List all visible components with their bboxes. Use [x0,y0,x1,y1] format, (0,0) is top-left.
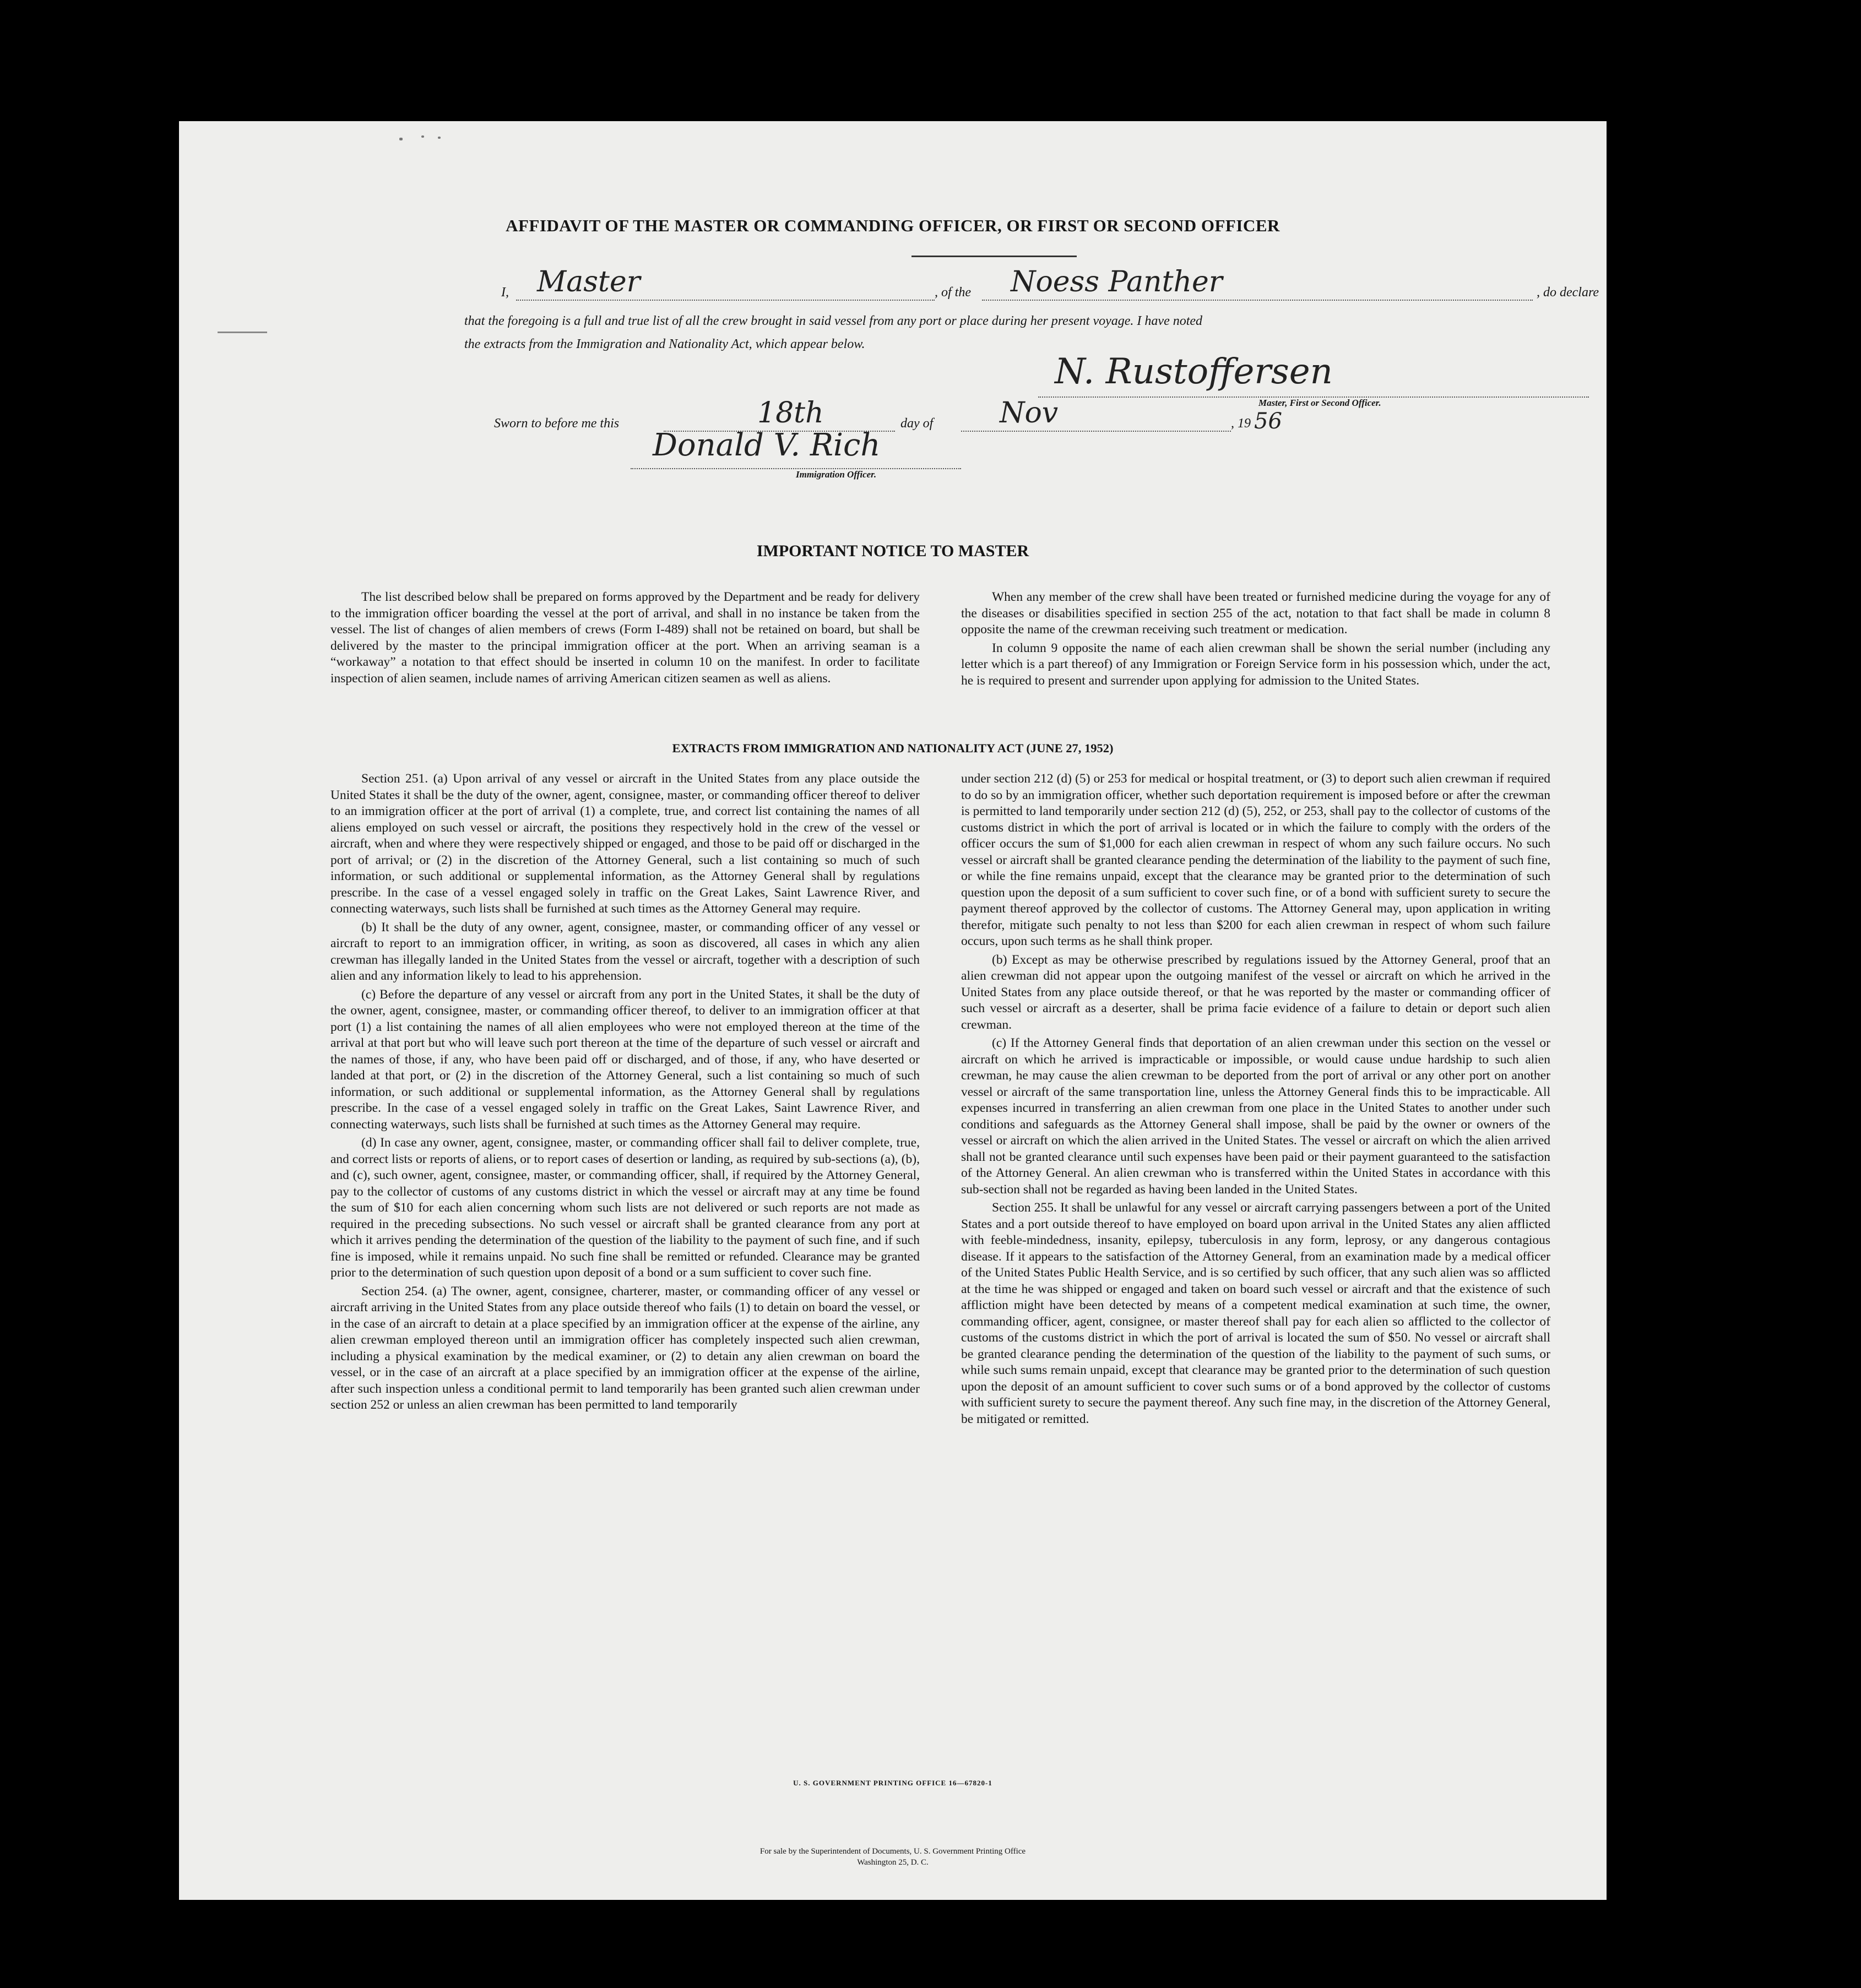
sworn-label: Sworn to before me this [494,416,620,431]
sworn-day-handwritten: 18th [757,396,824,430]
sale-notice-line-2: Washington 25, D. C. [857,1858,929,1867]
officer-signature-caption: Immigration Officer. [796,469,877,480]
extract-section-254a-continued: under section 212 (d) (5) or 253 for medical or hospital treatment, or (3) to deport such alien crewman if required to do so by an immigration officer, whether such deportation requirement is imposed before or after the crewman is permitted to land temporarily under section 212 (d) (5), 252, or 253, shall pay to the collector of customs of the customs district in which the port of arrival is located or in which the failure to comply with the orders of the officer occurs the sum of $1,000 for each alien crewman in respect of whom any such failure occurs. No such vessel or aircraft shall be granted clearance pending the determination of the liability to the payment of such fine, or while the fine remains unpaid, except that the clearance may be granted prior to the determination of such question upon the deposit of a sum sufficient to cover such fine, or of a bond with sufficient surety to secure the payment thereof approved by the collector of customs. The Attorney General may, upon application in writing therefor, mitigate such penalty to not less than $200 for each alien crewman in respect of whom such failure occurs, upon such terms as he shall think proper. [961,772,1550,948]
signer-title-line [516,300,935,301]
scan-speck [438,137,441,139]
extract-section-251c: (c) Before the departure of any vessel or aircraft from any port in the United States, it shall be the duty of the owner, agent, consignee, master, or commanding officer thereof, to deliver to an immigration officer at that port (1) a list containing the names of all alien employees who were not employed thereon at the time of the arrival at that port but who will leave such port thereon at the time of the departure of such vessel or aircraft and the names of those, if any, who have been paid off or discharged, and of those, if any, who have deserted or landed at that port, or (2) in the discretion of the Attorney General, such a list containing so much of such information, or such additional or supplemental information, as the Attorney General shall by regulations prescribe. In the case of a vessel engaged solely in traffic on the Great Lakes, Saint Lawrence River, and connecting waterways, such lists shall be furnished at such times as the Attorney General may require. [330,987,920,1132]
extract-section-251a: Section 251. (a) Upon arrival of any vessel or aircraft in the United States from any place outside the United States it shall be the duty of the owner, agent, consignee, master, or commanding officer thereof to deliver to an immigration officer at the port of arrival (1) a complete, true, and correct list containing the names of all aliens employed on such vessel or aircraft, the positions they respectively hold in the crew of the vessel or aircraft, when and where they were respectively shipped or engaged, and those to be paid off or discharged in the port of arrival; or (2) in the discretion of the Attorney General, such a list containing so much of such information, or such additional or supplemental information, as the Attorney General shall by regulations prescribe. In the case of a vessel engaged solely in traffic on the Great Lakes, Saint Lawrence River, and connecting waterways, such lists shall be furnished at such times as the Attorney General may require. [330,772,920,916]
extracts-right-column [961,771,1550,1430]
signer-title-handwritten: Master [537,265,641,298]
sworn-month-line [961,431,1231,432]
scan-speck [399,138,403,140]
year-prefix: , 19 [1231,416,1251,431]
extract-section-251b: (b) It shall be the duty of any owner, agent, consignee, master, or commanding officer of any vessel or aircraft to report to an immigration officer, in writing, as soon as discovered, all cases in which any alien crewman has illegally landed in the United States from the vessel or aircraft, together with a description of such alien and any information likely to lead to his apprehension. [330,920,920,983]
notice-left-column [330,589,920,689]
extracts-heading: EXTRACTS FROM IMMIGRATION AND NATIONALITY ACT (JUNE 27, 1952) [672,741,1114,755]
document-page [179,121,1607,1900]
extract-section-254c: (c) If the Attorney General finds that deportation of an alien crewman under this section on the vessel or aircraft on which he arrived is impracticable or impossible, or would cause undue hardship to such alien crewman, he may cause the alien crewman to be deported from the port of arrival or any other port on another vessel or aircraft of the same transportation line, unless the Attorney General finds this to be impracticable. All expenses incurred in transferring an alien crewman from one place in the United States to another under such conditions and safeguards as the Attorney General shall impose, shall be paid by the owner or owners of the vessel or aircraft on which the alien arrived in the United States. The vessel or aircraft on which the alien arrived shall not be granted clearance until such expenses have been paid or their payment guaranteed to the satisfaction of the Attorney General. An alien crewman who is transferred within the United States in accordance with this sub-section shall not be regarded as having been landed in the United States. [961,1036,1550,1197]
notice-right-column [961,589,1550,691]
notice-heading: IMPORTANT NOTICE TO MASTER [756,542,1029,560]
notice-right-paragraph-1: When any member of the crew shall have been treated or furnished medicine during the voyage for any of the diseases or disabilities specified in section 255 of the act, notation to that fact shall be made in column 8 opposite the name of the crewman receiving such treatment or medication. [961,590,1550,637]
scan-speck [421,135,424,138]
affidavit-do-declare-label: , do declare [1537,285,1599,300]
vessel-name-line [982,300,1533,301]
declaration-line-1: that the foregoing is a full and true list of all the crew brought in said vessel from any port or place during her present voyage. I have noted [464,314,1203,328]
master-signature-caption: Master, First or Second Officer. [1258,398,1381,408]
year-suffix-handwritten: 56 [1254,409,1282,434]
ink-stroke [911,256,1077,257]
printing-office-imprint: U. S. GOVERNMENT PRINTING OFFICE 16—67820-1 [793,1779,992,1787]
affidavit-i-label: I, [501,285,509,300]
extracts-left-column [330,771,920,1416]
sworn-month-handwritten: Nov [1000,396,1059,430]
extract-section-254b: (b) Except as may be otherwise prescribed by regulations issued by the Attorney General, proof that an alien crewman did not appear upon the outgoing manifest of the vessel or aircraft on which he arrived in the United States from any place outside thereof, or that he was reported by the master or commanding officer of such vessel or aircraft as a deserter, shall be prima facie evidence of a failure to detain or deport such alien crewman. [961,952,1550,1032]
affidavit-of-the-label: , of the [935,285,971,300]
notice-left-paragraph: The list described below shall be prepared on forms approved by the Department and be ready for delivery to the immigration officer boarding the vessel at the port of arrival, and shall in no instance be taken from the vessel. The list of changes of alien members of crews (Form I-489) shall not be retained on board, but shall be delivered by the master to the principal immigration officer at the port. When an arriving seaman is a “workaway” a notation to that effect should be inserted in column 10 on the manifest. In order to facilitate inspection of alien seamen, include names of arriving American citizen seamen as well as aliens. [330,590,920,686]
sale-notice-line-1: For sale by the Superintendent of Documents, U. S. Government Printing Office [759,1847,1026,1856]
margin-mark [218,332,267,333]
master-signature: N. Rustoffersen [1055,351,1333,392]
affidavit-title: AFFIDAVIT OF THE MASTER OR COMMANDING OFFICER, OR FIRST OR SECOND OFFICER [506,216,1280,235]
notice-right-paragraph-2: In column 9 opposite the name of each alien crewman shall be shown the serial number (including any letter which is a part thereof) of any Immigration or Foreign Service form in his possession which, under the act, he is required to present and surrender upon applying for admission to the United States. [961,640,1550,688]
declaration-line-2: the extracts from the Immigration and Nationality Act, which appear below. [464,337,865,351]
extract-section-255: Section 255. It shall be unlawful for any vessel or aircraft carrying passengers between a port of the United States and a port outside thereof to have employed on board upon arrival in the United States any alien afflicted with feeble-mindedness, insanity, epilepsy, tuberculosis in any form, leprosy, or any dangerous contagious disease. If it appears to the satisfaction of the Attorney General, from an examination made by a medical officer of the United States Public Health Service, and is so certified by such officer, that any such alien was so afflicted at the time he was shipped or engaged and taken on board such vessel or aircraft and that the existence of such affliction might have been detected by means of a competent medical examination at such time, the owner, commanding officer, agent, consignee, or master thereof shall pay for each alien so afflicted to the collector of customs of the customs district in which the port of arrival is located the sum of $50. No vessel or aircraft shall be granted clearance pending the determination of the question of the liability to the payment of such sums, or while such sums remain unpaid, except that clearance may be granted prior to the determination of such question upon the deposit of an amount sufficient to cover such sums or of a bond approved by the collector of customs with sufficient surety to secure the payment thereof. Any such fine may, in the discretion of the Attorney General, be mitigated or remitted. [961,1201,1550,1426]
immigration-officer-signature: Donald V. Rich [653,427,881,463]
extract-section-251d: (d) In case any owner, agent, consignee, master, or commanding officer shall fail to deliver complete, true, and correct lists or reports of aliens, or to report cases of desertion or landing, as required by sub-sections (a), (b), and (c), such owner, agent, consignee, master, or commanding officer, shall, if required by the Attorney General, pay to the collector of customs of any customs district in which the vessel or aircraft may at any time be found the sum of $10 for each alien concerning whom such lists are not delivered or such reports are not made as required in the preceding subsections. No such vessel or aircraft shall be granted clearance from any port at which it arrives pending the determination of the question of the liability to the payment of such fine, and if such fine is imposed, while it remains unpaid. No such fine shall be remitted or refunded. Clearance may be granted prior to the determination of such question upon deposit of a bond or a sum sufficient to cover such fine. [330,1136,920,1280]
day-of-label: day of [900,416,934,431]
vessel-name-handwritten: Noess Panther [1011,265,1223,298]
extract-section-254a: Section 254. (a) The owner, agent, consignee, charterer, master, or commanding officer of any vessel or aircraft arriving in the United States from any place outside thereof who fails (1) to detain on board the vessel, or in the case of an aircraft to detain at a place specified by an immigration officer at the expense of the airline, any alien crewman employed thereon until an immigration officer has completely inspected such alien crewman, including a physical examination by the medical examiner, or (2) to detain any alien crewman on board the vessel, or in the case of an aircraft at a place specified by an immigration officer at the expense of the airline, after such inspection unless a conditional permit to land temporarily has been granted such alien crewman under section 252 or unless an alien crewman has been permitted to land temporarily [330,1284,920,1412]
